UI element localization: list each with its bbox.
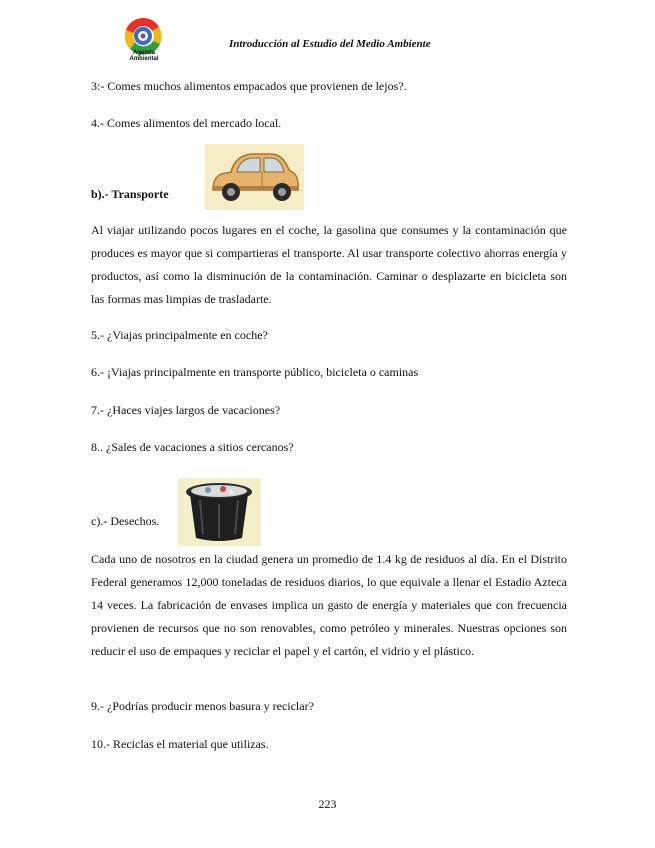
question-8: 8.. ¿Sales de vacaciones a sitios cercanos? <box>91 440 294 454</box>
question-6: 6.- ¡Viajas principalmente en transporte público, bicicleta o caminas <box>91 365 419 379</box>
logo-text <box>121 50 167 62</box>
logo-text-line2: Ambiental <box>129 56 159 62</box>
transport-paragraph: Al viajar utilizando pocos lugares en el coche, la gasolina que consumes y la contaminación que produces es mayor que si compartieras el transporte. Al usar transporte colectivo ahorras energía y productos, así como la disminución de la contaminación. Caminar o desplazarte en bicicleta son las formas mas limpias de trasladarte. <box>91 223 567 306</box>
trash-bin-image <box>178 478 261 546</box>
trash-bin-icon <box>178 478 261 546</box>
transport-heading: b).- Transporte <box>91 187 169 201</box>
logo-text-line1: Agenda <box>132 50 155 56</box>
question-9: 9.- ¿Podrías producir menos basura y reciclar? <box>91 699 314 713</box>
question-4: 4.- Comes alimentos del mercado local. <box>91 116 282 130</box>
question-10: 10.- Reciclas el material que utilizas. <box>91 737 269 751</box>
question-5: 5.- ¿Viajas principalmente en coche? <box>91 328 268 342</box>
waste-paragraph: Cada uno de nosotros en la ciudad genera un promedio de 1.4 kg de residuos al día. En el Distrito Federal generamos 12,000 toneladas de residuos diarios, lo que equivale a llenar el Estadio Azteca 14 veces. La fabricación de envases implica un gasto de energía y materiales que con frecuencia provienen de recursos que no son renovables, como petróleo y minerales. Nuestras opciones son reducir el uso de empaques y reciclar el papel y el cartón, el vidrio y el plástico. <box>91 552 567 658</box>
question-3: 3:- Comes muchos alimentos empacados que provienen de lejos?. <box>91 79 407 93</box>
question-7: 7.- ¿Haces viajes largos de vacaciones? <box>91 403 281 417</box>
waste-heading: c).- Desechos. <box>91 514 160 528</box>
page-number: 223 <box>318 797 337 811</box>
header-title: Introducción al Estudio del Medio Ambiente <box>229 38 431 50</box>
